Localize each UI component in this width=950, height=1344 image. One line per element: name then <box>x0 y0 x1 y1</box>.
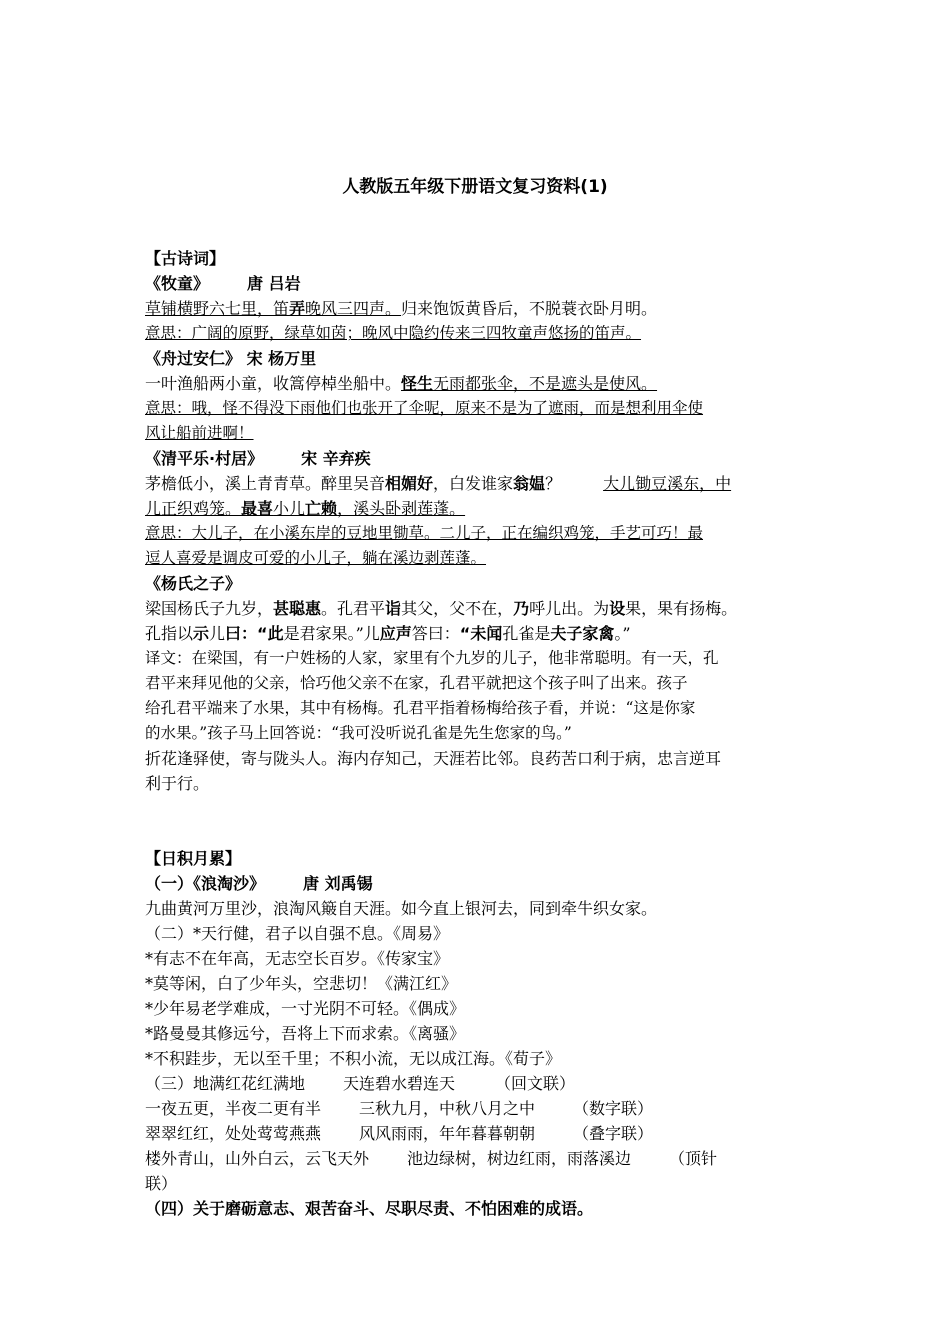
text-line-yangshi-2: 孔指以示儿曰：“此是君家果。”儿应声答曰：“未闻孔雀是夫子家禽。” <box>145 624 631 643</box>
item2-line-6: *不积跬步，无以至千里；不积小流，无以成江海。《荀子》 <box>145 1049 562 1068</box>
section-header-poetry: 【古诗词】 <box>145 249 226 268</box>
poem-meaning-cunju-1: 意思：大儿子，在小溪东岸的豆地里锄草。二儿子，正在编织鸡笼，手艺可巧！最 <box>145 524 704 542</box>
poem-title-mutong: 《牧童》 唐 吕岩 <box>145 274 301 293</box>
translation-line-4: 的水果。”孩子马上回答说：“我可没听说孔雀是先生您家的鸟。” <box>145 724 572 742</box>
item3-row-4: 楼外青山，山外白云，云飞天外 池边绿树，树边红雨，雨落溪边 （顶针 <box>145 1149 718 1168</box>
item3-row-3: 翠翠红红，处处莺莺燕燕 风风雨雨，年年暮暮朝朝 （叠字联） <box>145 1124 654 1143</box>
translation-line-2: 君平来拜见他的父亲，恰巧他父亲不在家，孔君平就把这个孩子叫了出来。孩子 <box>145 674 688 692</box>
poem-meaning-mutong: 意思：广阔的原野，绿草如茵；晚风中隐约传来三四牧童声悠扬的笛声。 <box>145 324 642 342</box>
item3-row-2: 一夜五更，半夜二更有半 三秋九月，中秋八月之中 （数字联） <box>145 1099 654 1118</box>
poem-line-cunju-1: 茅檐低小，溪上青青草。醉里吴音相媚好，白发谁家翁媪？ 大儿锄豆溪东，中 <box>145 474 732 493</box>
document-body <box>145 246 810 1221</box>
proverb-line-1: 折花逢驿使，寄与陇头人。海内存知己，天涯若比邻。良药苦口利于病，忠言逆耳 <box>145 749 722 768</box>
poem-line-cunju-2: 儿正织鸡笼。最喜小儿亡赖，溪头卧剥莲蓬。 <box>145 499 466 518</box>
poem-line-zhouguo: 一叶渔船两小童，收篙停棹坐船中。怪生无雨都张伞，不是遮头是使风。 <box>145 374 658 393</box>
text-line-yangshi-1: 梁国杨氏子九岁，甚聪惠。孔君平诣其父，父不在，乃呼儿出。为设果，果有扬梅。 <box>145 599 738 618</box>
proverb-line-2: 利于行。 <box>145 774 210 793</box>
item3-row-1: （三）地满红花红满地 天连碧水碧连天 （回文联） <box>145 1074 576 1093</box>
item3-row-4-cont: 联） <box>145 1174 178 1193</box>
translation-line-3: 给孔君平端来了水果，其中有杨梅。孔君平指着杨梅给孩子看，并说：“这是你家 <box>145 699 696 717</box>
item2-line-1: （二）*天行健，君子以自强不息。《周易》 <box>145 924 450 943</box>
item1-title: （一）《浪淘沙》 唐 刘禹锡 <box>145 874 373 893</box>
section-header-accumulation: 【日积月累】 <box>145 849 242 868</box>
document-title: 人教版五年级下册语文复习资料(1) <box>342 177 608 197</box>
translation-line-1: 译文：在梁国，有一户姓杨的人家，家里有个九岁的儿子，他非常聪明。有一天，孔 <box>145 649 719 667</box>
text-title-yangshi: 《杨氏之子》 <box>145 574 242 593</box>
item1-text: 九曲黄河万里沙，浪淘风簸自天涯。如今直上银河去，同到牵牛织女家。 <box>145 899 658 918</box>
item2-line-5: *路曼曼其修远兮，吾将上下而求索。《离骚》 <box>145 1024 466 1043</box>
item2-line-3: *莫等闲，白了少年头，空悲切！《满江红》 <box>145 974 458 993</box>
poem-meaning-cunju-2: 逗人喜爱是调皮可爱的小儿子，躺在溪边剥莲蓬。 <box>145 549 487 567</box>
item2-line-4: *少年易老学难成，一寸光阴不可轻。《偶成》 <box>145 999 466 1018</box>
item4-heading: （四）关于磨砺意志、艰苦奋斗、尽职尽责、不怕困难的成语。 <box>145 1199 594 1218</box>
poem-meaning-zhouguo-1: 意思：哦，怪不得没下雨他们也张开了伞呢，原来不是为了遮雨，而是想利用伞使 <box>145 399 704 417</box>
poem-title-cunju: 《清平乐·村居》 宋 辛弃疾 <box>145 449 371 468</box>
item2-line-2: *有志不在年高，无志空长百岁。《传家宝》 <box>145 949 450 968</box>
poem-title-zhouguo: 《舟过安仁》 宋 杨万里 <box>145 349 317 368</box>
poem-meaning-zhouguo-2: 风让船前进啊！ <box>145 424 254 442</box>
poem-line-mutong: 草铺横野六七里，笛弄晚风三四声。归来饱饭黄昏后，不脱蓑衣卧月明。 <box>145 299 658 318</box>
